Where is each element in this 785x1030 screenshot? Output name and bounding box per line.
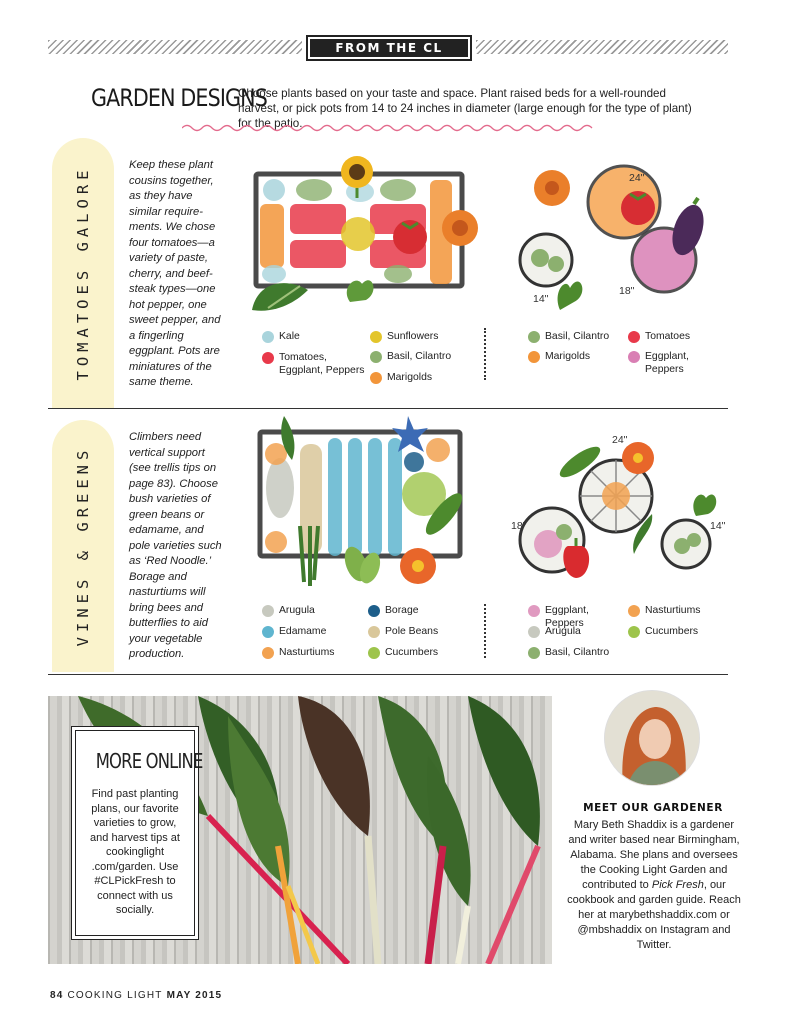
more-online-body: Find past planting plans, our favorite varieties to grow, and harvest tips at cookinglight .com/garden. Use #CLPickFresh to connect with us socially. bbox=[90, 788, 180, 916]
legend-item: Kale bbox=[262, 331, 362, 344]
legend-item: Arugula bbox=[528, 626, 628, 639]
garden-designs-intro: Choose plants based on your taste and space. Plant raised beds for a well-rounded harvest, or pick pots from 14 to 24 inches in diameter (large enough for the type of plant) for the patio. bbox=[238, 87, 692, 130]
section-rule bbox=[48, 674, 728, 675]
legend-item: Tomatoes, Eggplant, Peppers bbox=[262, 352, 366, 377]
header-hatch-left bbox=[48, 40, 302, 54]
nasturtium-icon bbox=[622, 442, 654, 474]
pot-size-24: 24" bbox=[629, 172, 645, 184]
basil-icon bbox=[558, 281, 583, 310]
legend-item: Basil, Cilantro bbox=[528, 647, 628, 660]
basil-icon bbox=[693, 494, 716, 516]
legend-item: Marigolds bbox=[370, 372, 470, 385]
more-online-title: MORE ONLINE bbox=[95, 749, 203, 773]
tomato-icon bbox=[393, 220, 427, 254]
legend-item: Nasturtiums bbox=[628, 605, 728, 618]
legend-item: Cucumbers bbox=[368, 647, 468, 660]
vines-pots-illustration bbox=[510, 436, 736, 586]
legend-item: Tomatoes bbox=[628, 331, 728, 344]
legend-divider bbox=[484, 328, 486, 380]
section-rule bbox=[48, 408, 728, 409]
tomatoes-galore-tab: TOMATOES GALORE bbox=[52, 138, 114, 408]
legend-item: Cucumbers bbox=[628, 626, 728, 639]
legend-item: Pole Beans bbox=[368, 626, 468, 639]
gardener-bio: Mary Beth Shaddix is a gardener and writer based near Birmingham, Alabama. She plans and oversees the Cooking Light Garden and contributed to Pick Fresh, our cookbook and garden guide. Reach her at marybethshaddix.com or @mbshaddix on Instagram and Twitter. bbox=[567, 819, 741, 951]
tomatoes-raised-bed-illustration bbox=[238, 150, 478, 320]
legend-divider bbox=[484, 604, 486, 658]
legend-item: Borage bbox=[368, 605, 468, 618]
basil-icon bbox=[347, 280, 374, 302]
garden-designs-title: GARDEN DESIGNS bbox=[91, 84, 268, 112]
vines-blurb: Climbers need vertical support (see trellis tips on page 83). Choose bush varieties of green beans or edamame, and pole varieties such as ‘Red Noodle.’ Borage and nasturtiums will bring bees and butterflies to aid your vegetable production. bbox=[129, 431, 222, 660]
pot-size-18: 18" bbox=[619, 285, 635, 297]
vines-raised-bed-illustration bbox=[252, 414, 476, 600]
more-online-box bbox=[75, 730, 203, 936]
legend-item: Basil, Cilantro bbox=[528, 331, 628, 344]
pot-size-14: 14" bbox=[710, 520, 726, 532]
legend-item: Eggplant, Peppers bbox=[628, 351, 728, 376]
page-number: 84 bbox=[50, 990, 64, 1001]
tomato-icon bbox=[621, 191, 655, 225]
marigold-icon bbox=[534, 170, 570, 206]
section-header-label: FROM THE CL GARDEN bbox=[306, 35, 472, 61]
wavy-divider bbox=[182, 123, 594, 133]
header-hatch-right bbox=[476, 40, 728, 54]
gardener-avatar bbox=[604, 690, 700, 786]
page-footer bbox=[50, 990, 222, 1001]
pot-size-18: 18" bbox=[511, 520, 527, 532]
legend-item: Marigolds bbox=[528, 351, 628, 364]
legend-item: Nasturtiums bbox=[262, 647, 362, 660]
legend-item: Sunflowers bbox=[370, 331, 470, 344]
legend-item: Arugula bbox=[262, 605, 362, 618]
pot-size-14: 14" bbox=[533, 293, 549, 305]
magazine-name: COOKING LIGHT bbox=[67, 990, 163, 1001]
marigold-icon bbox=[442, 210, 478, 246]
legend-item: Edamame bbox=[262, 626, 362, 639]
nasturtium-icon bbox=[400, 548, 436, 584]
meet-gardener-title: MEET OUR GARDENER bbox=[583, 802, 723, 814]
legend-item: Eggplant, Peppers bbox=[528, 605, 628, 630]
legend-item: Basil, Cilantro bbox=[370, 351, 470, 364]
issue-date: MAY 2015 bbox=[166, 990, 223, 1001]
pot-size-24: 24" bbox=[612, 434, 628, 446]
tomatoes-blurb: Keep these plant cousins together, as they have similar require-ments. We chose four tomatoes—a variety of paste, cherry, and beef-steak types—one hot pepper, one sweet pepper, and a fingerling eggplant. Pots are miniatures of the same theme. bbox=[129, 159, 221, 388]
vines-greens-tab: VINES & GREENS bbox=[52, 420, 114, 672]
